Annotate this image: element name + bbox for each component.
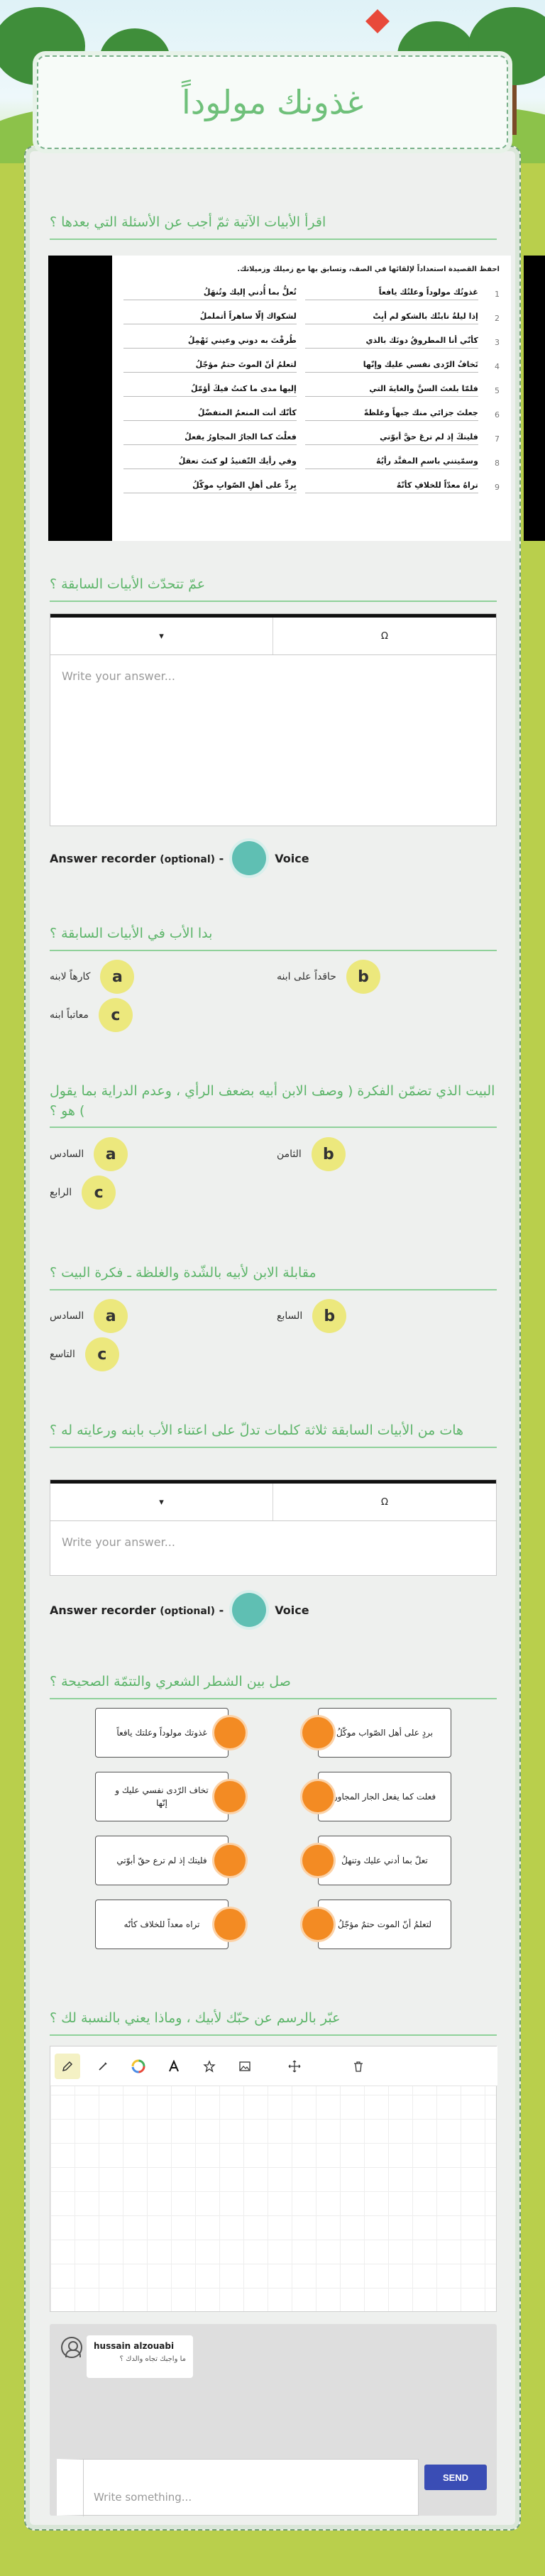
verse-first-half: تراهُ معدّاً للخلافِ كأنّهُ bbox=[305, 481, 478, 493]
send-button[interactable]: SEND bbox=[424, 2465, 487, 2490]
chat-input-placeholder: Write something... bbox=[94, 2491, 192, 2504]
match-left-connector[interactable] bbox=[214, 1909, 246, 1940]
answer-editor[interactable] bbox=[50, 613, 497, 826]
text-tool-icon[interactable] bbox=[161, 2054, 187, 2079]
option-badge: b bbox=[312, 1299, 346, 1333]
kite-icon bbox=[365, 9, 390, 33]
pen-icon[interactable] bbox=[90, 2054, 116, 2079]
question-5 bbox=[50, 1264, 497, 1364]
match-left-item[interactable]: فليتك إذ لم ترع حقّ أبوّتي bbox=[95, 1836, 229, 1885]
verse-first-half: كأنّي أنا المطروقُ دونَك بالذي bbox=[305, 336, 478, 349]
match-left-connector[interactable] bbox=[214, 1717, 246, 1748]
verse-number: 2 bbox=[495, 313, 500, 323]
editor-toolbar bbox=[50, 1480, 496, 1521]
question-title: مقابلة الابن لأبيه بالشّدة والغلظة ـ فكرة البيت ؟ bbox=[50, 1264, 497, 1290]
verse-row bbox=[123, 306, 500, 330]
option-b[interactable] bbox=[277, 1299, 346, 1333]
move-icon[interactable] bbox=[282, 2054, 307, 2079]
trash-icon[interactable] bbox=[346, 2054, 371, 2079]
verse-second-half: تُعلُّ بما أُدني إليك وتُنهَلُ bbox=[123, 287, 297, 300]
verse-row bbox=[123, 330, 500, 354]
answer-input[interactable]: Write your answer... bbox=[62, 669, 175, 683]
verse-number: 1 bbox=[495, 289, 500, 299]
star-icon[interactable] bbox=[197, 2054, 222, 2079]
drawing-toolbar bbox=[50, 2046, 497, 2086]
match-right-connector[interactable] bbox=[302, 1781, 334, 1812]
page-title: غذونك مولوداً bbox=[181, 83, 364, 121]
option-text: الرابع bbox=[50, 1187, 72, 1198]
special-char-icon[interactable]: Ω bbox=[381, 1496, 388, 1508]
option-text: حاقداً على ابنه bbox=[277, 971, 336, 982]
match-right-item[interactable]: بردٍ على أهل الصّواب موكّلُ bbox=[318, 1708, 451, 1758]
avatar-icon bbox=[61, 2337, 82, 2358]
verse-number: 4 bbox=[495, 361, 500, 371]
chat-user-name: hussain alzouabi bbox=[94, 2341, 175, 2351]
question-title: بدا الأب في الأبيات السابقة ؟ bbox=[50, 924, 497, 951]
verse-number: 8 bbox=[495, 458, 500, 468]
option-a[interactable] bbox=[50, 1299, 128, 1333]
verse-second-half: كأنّك أنت المنعمُ المتفضّلُ bbox=[123, 408, 297, 421]
verse-number: 9 bbox=[495, 482, 500, 492]
option-badge: a bbox=[94, 1137, 128, 1171]
question-title: البيت الذي تضمّن الفكرة ( وصف الابن أبيه بضعف الرأي ، وعدم الدراية بما يقول ) هو ؟ bbox=[50, 1082, 497, 1128]
verse-second-half: وفي رأيك التّفنيدُ لو كنتَ تعقلُ bbox=[123, 456, 297, 469]
verse-first-half: جعلتَ جزائي منك جبهاً وغلظةً bbox=[305, 408, 478, 421]
worksheet-content bbox=[38, 186, 507, 2528]
question-3 bbox=[50, 924, 497, 1024]
question-title: عبّر بالرسم عن حبّك لأبيك ، وماذا يعني بالنسبة لك ؟ bbox=[50, 2009, 497, 2036]
title-card bbox=[37, 55, 508, 149]
pencil-icon[interactable] bbox=[55, 2054, 80, 2079]
option-a[interactable] bbox=[50, 1137, 128, 1171]
question-title: صل بين الشطر الشعري والتتمّة الصحيحة ؟ bbox=[50, 1672, 497, 1699]
verse-first-half: إذا ليلةٌ نابتْك بالشكو لم أبِتْ bbox=[305, 312, 478, 324]
option-text: السابع bbox=[277, 1310, 303, 1322]
match-right-connector[interactable] bbox=[302, 1909, 334, 1940]
verse-second-half: لتعلمُ أنّ الموتَ حتمٌ مؤجّلُ bbox=[123, 360, 297, 373]
option-badge: c bbox=[82, 1175, 116, 1210]
question-title: هات من الأبيات السابقة ثلاثة كلمات تدلّ على اعتناء الأب بابنه ورعايته له ؟ bbox=[50, 1421, 497, 1448]
match-right-item[interactable]: فعلت كما يفعل الجار المجاور bbox=[318, 1772, 451, 1821]
verse-list bbox=[123, 282, 500, 499]
match-right-item[interactable]: لتعلمُ أنّ الموت حتمٌ مؤجّلُ bbox=[318, 1900, 451, 1949]
verse-row bbox=[123, 282, 500, 306]
option-badge: b bbox=[312, 1137, 346, 1171]
verse-second-half: لشكواك إلّا ساهراً أتململُ bbox=[123, 312, 297, 324]
verse-first-half: فلمّا بلغتَ السنَّ والغايةَ التي bbox=[305, 384, 478, 397]
verse-first-half: تَخافُ الرّدى نفسي عليك وإنّها bbox=[305, 360, 478, 373]
answer-recorder: Answer recorder (optional) - Voice bbox=[50, 1593, 309, 1627]
match-left-connector[interactable] bbox=[214, 1781, 246, 1812]
chat-message bbox=[87, 2335, 193, 2378]
chat-input[interactable] bbox=[57, 2459, 419, 2516]
option-badge: c bbox=[99, 998, 133, 1032]
question-4 bbox=[50, 1082, 497, 1202]
image-icon[interactable] bbox=[232, 2054, 258, 2079]
option-badge: a bbox=[100, 960, 134, 994]
option-text: كارهاً لابنه bbox=[50, 971, 91, 982]
verse-row bbox=[123, 378, 500, 402]
question-7 bbox=[50, 1672, 497, 1929]
match-left-item[interactable]: تخاف الرّدى نفسي عليك و إنّها bbox=[95, 1772, 229, 1821]
option-text: التاسع bbox=[50, 1349, 75, 1360]
verse-second-half: طُرقْتَ به دوني وعيني تَهْمِلُ bbox=[123, 336, 297, 349]
verse-row bbox=[123, 427, 500, 451]
match-left-connector[interactable] bbox=[214, 1845, 246, 1876]
option-b[interactable] bbox=[277, 960, 380, 994]
verse-row bbox=[123, 402, 500, 427]
question-title: عمّ تتحدّث الأبيات السابقة ؟ bbox=[50, 575, 497, 602]
chat-message-text: ما واجبك تجاه والدك ؟ bbox=[119, 2355, 186, 2363]
question-6 bbox=[50, 1421, 497, 1617]
verse-second-half: فعلْتَ كما الجارُ المجاورُ يفعلُ bbox=[123, 432, 297, 445]
verse-first-half: غذوتُك مولوداً وعلتُك يافعاً bbox=[305, 287, 478, 300]
verse-number: 3 bbox=[495, 337, 500, 347]
option-text: السادس bbox=[50, 1310, 84, 1322]
poem-heading: احفظ القصيدة استعداداً لإلقائها في الصف، وتسابق بها مع زميلك وزميلاتك. bbox=[237, 265, 500, 273]
verse-row bbox=[123, 354, 500, 378]
question-8 bbox=[50, 2009, 497, 2036]
option-a[interactable] bbox=[50, 960, 134, 994]
option-text: معاتباً ابنه bbox=[50, 1009, 89, 1021]
option-text: الثامن bbox=[277, 1149, 302, 1160]
verse-row bbox=[123, 451, 500, 475]
match-right-connector[interactable] bbox=[302, 1717, 334, 1748]
drawing-canvas[interactable] bbox=[50, 2046, 497, 2312]
record-voice-button[interactable] bbox=[232, 841, 266, 875]
match-left-item[interactable]: تراه معداً للخلاف كأنّه bbox=[95, 1900, 229, 1949]
verse-number: 7 bbox=[495, 434, 500, 444]
format-dropdown-icon[interactable]: ▾ bbox=[50, 618, 273, 654]
special-char-icon[interactable]: Ω bbox=[381, 630, 388, 642]
answer-editor[interactable] bbox=[50, 1479, 497, 1576]
option-b[interactable] bbox=[277, 1137, 346, 1171]
answer-input[interactable]: Write your answer... bbox=[62, 1535, 175, 1549]
question-1 bbox=[50, 213, 500, 492]
editor-toolbar bbox=[50, 614, 496, 655]
verse-row bbox=[123, 475, 500, 499]
option-badge: a bbox=[94, 1299, 128, 1333]
option-text: السادس bbox=[50, 1149, 84, 1160]
question-title: اقرأ الأبيات الآتية ثمّ أجب عن الأسئلة التي بعدها ؟ bbox=[50, 213, 497, 240]
match-right-connector[interactable] bbox=[302, 1845, 334, 1876]
verse-second-half: بِردٍّ على أهلِ الصّوابِ موكّلُ bbox=[123, 481, 297, 493]
poem-image bbox=[7, 256, 545, 541]
question-2 bbox=[50, 575, 497, 865]
answer-recorder: Answer recorder (optional) - Voice bbox=[50, 841, 309, 875]
verse-first-half: وسمّيتني باسمِ المفنَّد رأيُهُ bbox=[305, 456, 478, 469]
verse-second-half: إليها مدى ما كنتُ فيكَ أؤمّلُ bbox=[123, 384, 297, 397]
record-voice-button[interactable] bbox=[232, 1593, 266, 1627]
option-c[interactable] bbox=[50, 1175, 116, 1210]
format-dropdown-icon[interactable]: ▾ bbox=[50, 1484, 273, 1520]
verse-first-half: فليتكَ إذ لم ترعَ حقَّ أبوّتي bbox=[305, 432, 478, 445]
match-left-item[interactable]: غذوتك مولوداً وعلتك يافعاً bbox=[95, 1708, 229, 1758]
color-wheel-icon[interactable] bbox=[126, 2054, 151, 2079]
verse-number: 5 bbox=[495, 385, 500, 395]
option-badge: c bbox=[85, 1337, 119, 1371]
option-c[interactable] bbox=[50, 1337, 119, 1371]
match-right-item[interactable]: تعلّ بما أدني عليك وتنهلُ bbox=[318, 1836, 451, 1885]
chat-box bbox=[50, 2324, 497, 2516]
option-badge: b bbox=[346, 960, 380, 994]
option-c[interactable] bbox=[50, 998, 133, 1032]
verse-number: 6 bbox=[495, 410, 500, 420]
